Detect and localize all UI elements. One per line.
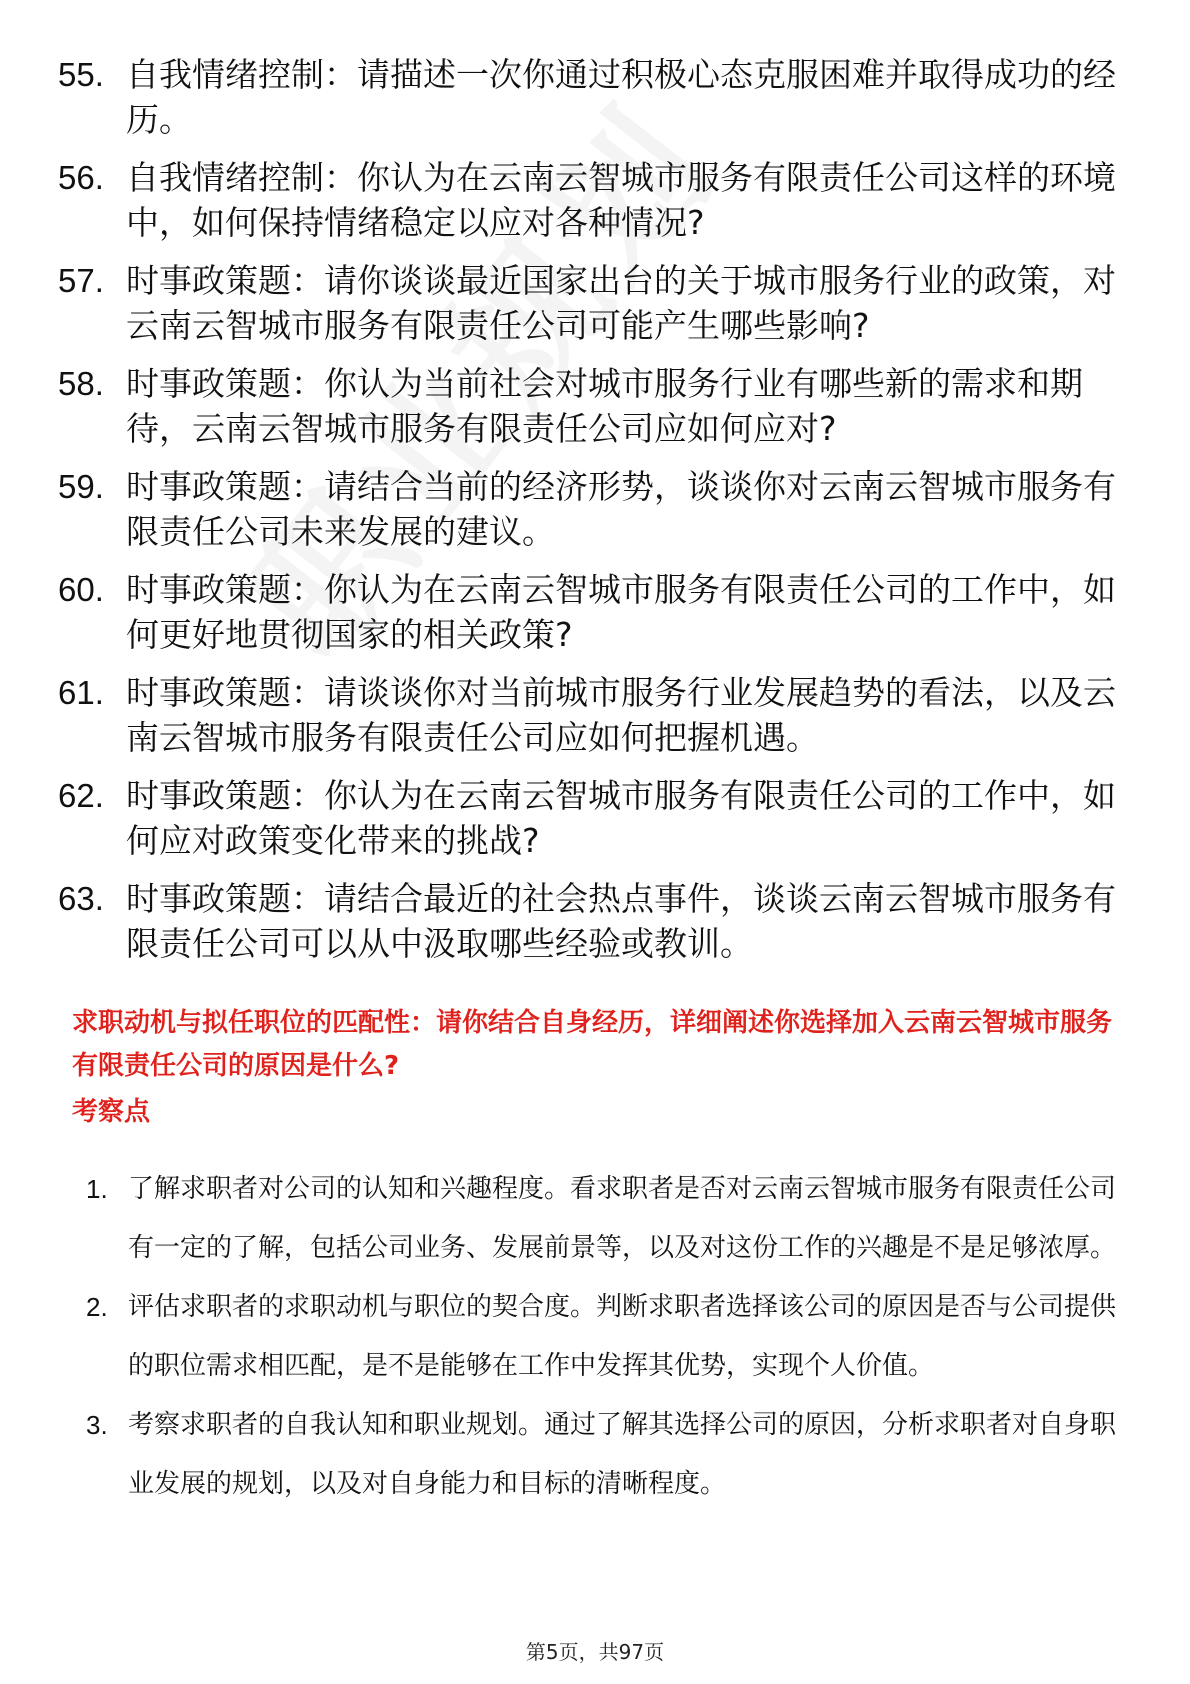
- question-number: 58.: [58, 365, 104, 402]
- section-heading: 求职动机与拟任职位的匹配性：请你结合自身经历，详细阐述你选择加入云南云智城市服务有限责任公司的原因是什么?: [72, 1008, 1113, 1081]
- assessment-point: [86, 1278, 1136, 1396]
- sub-heading: 考察点: [72, 1097, 151, 1127]
- question-text: 时事政策题：你认为在云南云智城市服务有限责任公司的工作中，如何更好地贯彻国家的相关政策?: [126, 570, 1116, 654]
- question-text: 自我情绪控制：你认为在云南云智城市服务有限责任公司这样的环境中，如何保持情绪稳定以应对各种情况?: [126, 158, 1116, 242]
- point-number: 1.: [86, 1174, 108, 1204]
- question-number: 56.: [58, 159, 104, 196]
- question-text: 时事政策题：请结合最近的社会热点事件，谈谈云南云智城市服务有限责任公司可以从中汲取哪些经验或教训。: [126, 879, 1116, 963]
- point-text: 了解求职者对公司的认知和兴趣程度。看求职者是否对云南云智城市服务有限责任公司有一定的了解，包括公司业务、发展前景等，以及对这份工作的兴趣是不是足够浓厚。: [128, 1174, 1117, 1263]
- question-text: 时事政策题：请谈谈你对当前城市服务行业发展趋势的看法，以及云南云智城市服务有限责任公司应如何把握机遇。: [126, 673, 1116, 757]
- point-number: 3.: [86, 1410, 108, 1440]
- question-item: [58, 361, 1138, 451]
- question-item: [58, 773, 1138, 863]
- question-item: [58, 464, 1138, 554]
- point-text: 考察求职者的自我认知和职业规划。通过了解其选择公司的原因，分析求职者对自身职业发展的规划，以及对自身能力和目标的清晰程度。: [128, 1410, 1117, 1499]
- question-item: [58, 876, 1138, 966]
- question-item: [58, 258, 1138, 348]
- assessment-point-list: [86, 1160, 1136, 1514]
- question-item: [58, 52, 1138, 142]
- assessment-point: [86, 1160, 1136, 1278]
- question-number: 61.: [58, 674, 104, 711]
- question-number: 62.: [58, 777, 104, 814]
- question-list: [58, 52, 1138, 979]
- point-number: 2.: [86, 1292, 108, 1322]
- page-footer: 第5页，共97页: [525, 1640, 665, 1664]
- question-text: 时事政策题：你认为在云南云智城市服务有限责任公司的工作中，如何应对政策变化带来的挑战?: [126, 776, 1116, 860]
- question-item: [58, 155, 1138, 245]
- assessment-point: [86, 1396, 1136, 1514]
- question-number: 55.: [58, 56, 104, 93]
- question-number: 57.: [58, 262, 104, 299]
- point-text: 评估求职者的求职动机与职位的契合度。判断求职者选择该公司的原因是否与公司提供的职位需求相匹配，是不是能够在工作中发挥其优势，实现个人价值。: [128, 1292, 1117, 1381]
- question-text: 时事政策题：请你谈谈最近国家出台的关于城市服务行业的政策，对云南云智城市服务有限责任公司可能产生哪些影响?: [126, 261, 1116, 345]
- question-number: 63.: [58, 880, 104, 917]
- question-text: 自我情绪控制：请描述一次你通过积极心态克服困难并取得成功的经历。: [126, 55, 1116, 139]
- question-number: 60.: [58, 571, 104, 608]
- question-item: [58, 567, 1138, 657]
- question-text: 时事政策题：请结合当前的经济形势，谈谈你对云南云智城市服务有限责任公司未来发展的建议。: [126, 467, 1116, 551]
- question-item: [58, 670, 1138, 760]
- question-number: 59.: [58, 468, 104, 505]
- question-text: 时事政策题：你认为当前社会对城市服务行业有哪些新的需求和期待，云南云智城市服务有限责任公司应如何应对?: [126, 364, 1083, 448]
